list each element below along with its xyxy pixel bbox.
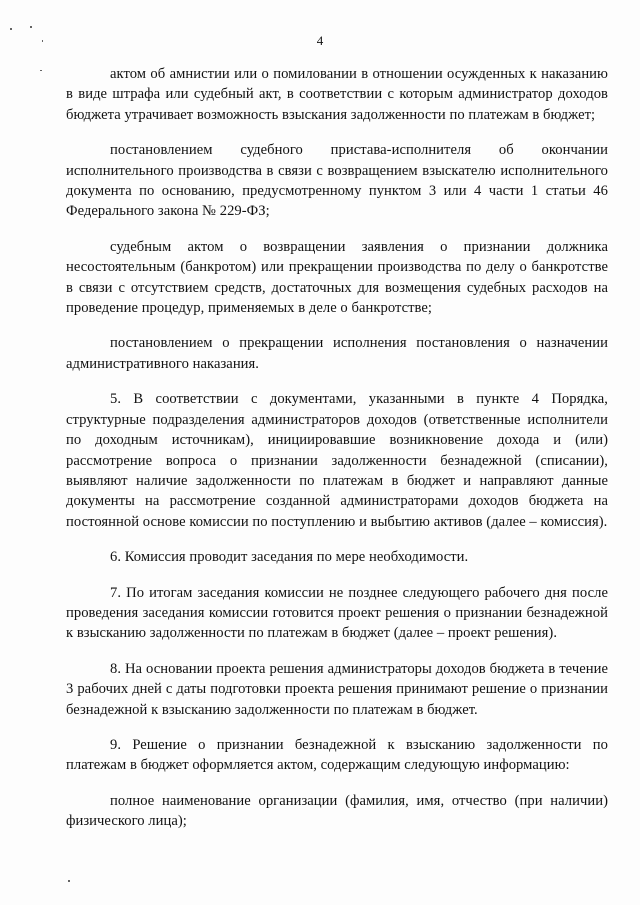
- paragraph-item-8: 8. На основании проекта решения администраторы доходов бюджета в течение 3 рабочих дней с даты подготовки проекта решения принимают решение о признании безнадежной к взысканию задолженности по платежам в бюджет.: [66, 660, 608, 718]
- paragraph-bankruptcy-court-act: судебным актом о возвращении заявления о признании должника несостоятельным (банкротом) или прекращении производства по делу о банкротстве в связи с отсутствием средств, достаточных для возмещения судебных расходов на проведение процедур, применяемых в деле о банкротстве;: [66, 238, 608, 317]
- paragraph-organization-name: полное наименование организации (фамилия, имя, отчество (при наличии) физического лица);: [66, 792, 608, 830]
- scan-speck: [10, 28, 12, 30]
- scan-speck: [30, 26, 32, 28]
- scan-speck: [40, 70, 42, 71]
- paragraph-item-5: 5. В соответствии с документами, указанными в пункте 4 Порядка, структурные подразделения администраторов доходов (ответственные исполнители по доходным источникам), инициировавшие возникновение дохода и (или) рассмотрение вопроса о признании задолженности безнадежной (списании), выявляют наличие задолженности по платежам в бюджет и направляют данные документы на рассмотрение созданной администраторами доходов бюджета на постоянной основе комиссии по поступлению и выбытию активов (далее – комиссия).: [66, 391, 608, 530]
- paragraph-item-7: 7. По итогам заседания комиссии не позднее следующего рабочего дня после проведения заседания комиссии готовится проект решения о признании безнадежной к взысканию задолженности по платежам в бюджет (далее – проект решения).: [66, 584, 608, 642]
- page-number: 4: [316, 33, 324, 48]
- paragraph-item-6: 6. Комиссия проводит заседания по мере необходимости.: [110, 549, 469, 566]
- scan-speck: [68, 880, 70, 882]
- paragraph-amnesty-act: актом об амнистии или о помиловании в отношении осужденных к наказанию в виде штрафа или судебный акт, в соответствии с которым администратор доходов бюджета утрачивает возможность взыскания задолженности по платежам в бюджет;: [66, 66, 608, 123]
- paragraph-termination-resolution: постановлением о прекращении исполнения постановления о назначении административного наказания.: [66, 335, 608, 372]
- document-body: [66, 64, 608, 847]
- paragraph-bailiff-resolution: постановлением судебного пристава-исполнителя об окончании исполнительного производства в связи с возвращением взыскателю исполнительного документа по основанию, предусмотренному пунктом 3 или 4 части 1 статьи 46 Федерального закона № 229-ФЗ;: [66, 142, 608, 220]
- paragraph-item-9: 9. Решение о признании безнадежной к взысканию задолженности по платежам в бюджет оформляется актом, содержащим следующую информацию:: [66, 736, 608, 774]
